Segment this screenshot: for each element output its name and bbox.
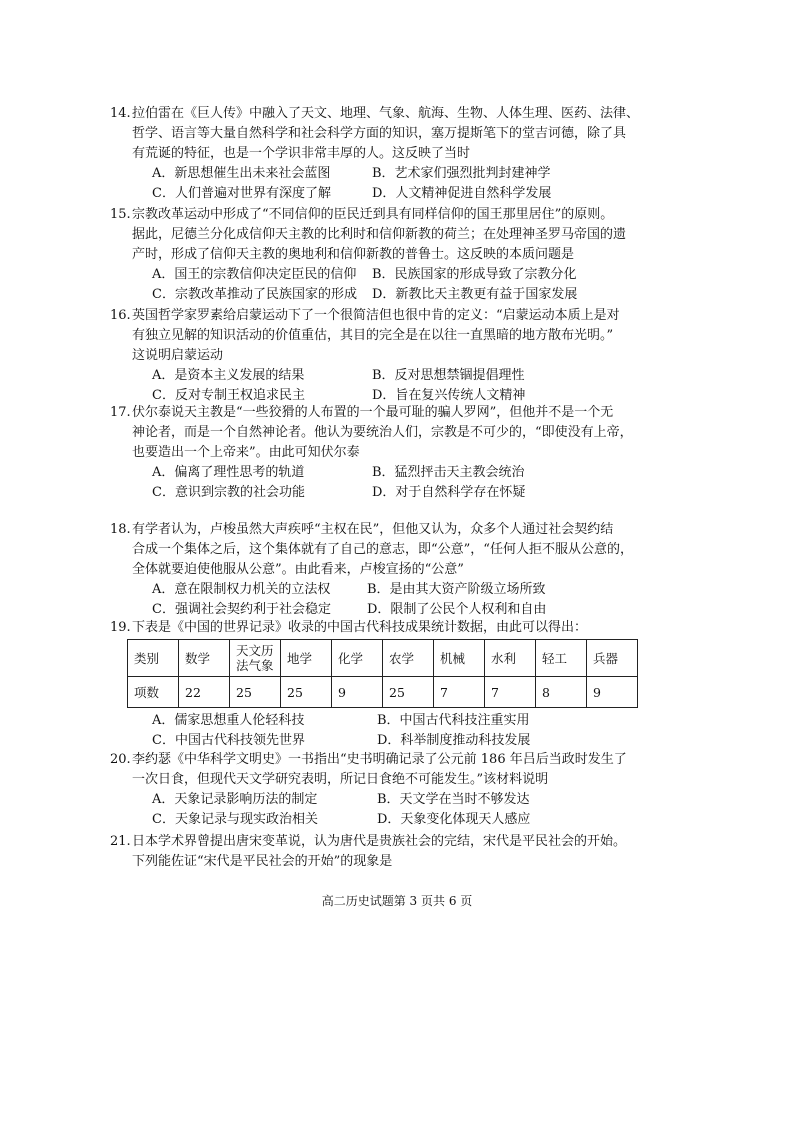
option-b: B．是由其大资产阶级立场所致 (367, 582, 546, 597)
option-c: C．意识到宗教的社会功能 (152, 485, 305, 500)
option-a: A．国王的宗教信仰决定臣民的信仰 (152, 267, 357, 282)
question-number: 20. (110, 752, 131, 767)
question-16 (110, 306, 692, 406)
table-cell: 8 (536, 677, 587, 708)
question-19 (110, 618, 692, 638)
question-17 (110, 403, 692, 503)
question-number: 17. (110, 405, 131, 420)
option-c: C．天象记录与现实政治相关 (152, 812, 318, 827)
option-b: B．艺术家们强烈批判封建神学 (372, 166, 551, 181)
question-text: 哲学、语言等大量自然科学和社会科学方面的知识，塞万提斯笔下的堂吉诃德，除了具 (132, 126, 627, 141)
question-number: 15. (110, 207, 131, 222)
question-text: 有荒诞的特征，也是一个学识非常丰厚的人。这反映了当时 (132, 146, 471, 161)
option-b: B．天文学在当时不够发达 (377, 792, 530, 807)
option-a: A．新思想催生出未来社会蓝图 (152, 166, 331, 181)
question-14 (110, 104, 692, 204)
table-cell: 项数 (128, 677, 179, 708)
question-text: 下列能佐证“宋代是平民社会的开始”的现象是 (132, 854, 393, 869)
option-a: A．是资本主义发展的结果 (152, 368, 305, 383)
question-text: 有独立见解的知识活动的价值重估，其目的完全是在以往一直黑暗的地方散布光明。” (132, 328, 614, 343)
table-header-cell: 类别 (128, 640, 179, 677)
option-c: C．强调社会契约利于社会稳定 (152, 602, 331, 617)
question-text: 宗教改革运动中形成了“不同信仰的臣民迁到具有同样信仰的国王那里居住”的原则。 (132, 207, 614, 222)
option-d: D．人文精神促进自然科学发展 (372, 186, 552, 201)
question-number: 19. (110, 620, 131, 635)
table-cell: 25 (230, 677, 281, 708)
option-c: C．人们普遍对世界有深度了解 (152, 186, 331, 201)
question-18 (110, 520, 692, 620)
question-21 (110, 832, 692, 872)
table-header-cell: 天文历法气象 (230, 640, 281, 677)
statistics-table (127, 639, 638, 708)
table-cell: 25 (281, 677, 332, 708)
question-text: 神论者，而是一个自然神论者。他认为要统治人们，宗教是不可少的，“即使没有上帝， (132, 425, 633, 440)
table-cell: 25 (383, 677, 434, 708)
table-header-cell: 地学 (281, 640, 332, 677)
question-text: 伏尔泰说天主教是“一些狡猾的人布置的一个最可耻的骗人罗网”，但他并不是一个无 (132, 405, 614, 420)
question-text: 拉伯雷在《巨人传》中融入了天文、地理、气象、航海、生物、人体生理、医药、法律、 (132, 106, 640, 121)
option-c: C．反对专制王权追求民主 (152, 388, 305, 403)
question-text: 合成一个集体之后，这个集体就有了自己的意志，即“公意”，“任何人拒不服从公意的， (132, 542, 633, 557)
table-header-cell: 农学 (383, 640, 434, 677)
question-text: 全体就要迫使他服从公意”。由此看来，卢梭宣扬的“公意” (132, 562, 464, 577)
question-19-options (132, 711, 692, 751)
table-header-cell: 兵器 (587, 640, 638, 677)
option-c: C．宗教改革推动了民族国家的形成 (152, 287, 357, 302)
question-text: 下表是《中国的世界记录》收录的中国古代科技成果统计数据，由此可以得出： (132, 620, 588, 635)
option-a: A．儒家思想重人伦轻科技 (152, 713, 305, 728)
question-20 (110, 750, 692, 830)
option-b: B．猛烈抨击天主教会统治 (372, 465, 525, 480)
question-text: 李约瑟《中华科学文明史》一书指出“史书明确记录了公元前 186 年吕后当政时发生了 (132, 752, 627, 767)
question-number: 16. (110, 308, 131, 323)
option-a: A．偏离了理性思考的轨道 (152, 465, 305, 480)
option-d: D．限制了公民个人权利和自由 (367, 602, 547, 617)
question-15 (110, 205, 692, 305)
question-text: 据此，尼德兰分化成信仰天主教的比利时和信仰新教的荷兰；在处理神圣罗马帝国的遗 (132, 227, 627, 242)
table-header-cell: 化学 (332, 640, 383, 677)
table-header-cell: 水利 (485, 640, 536, 677)
option-c: C．中国古代科技领先世界 (152, 733, 305, 748)
option-a: A．天象记录影响历法的制定 (152, 792, 318, 807)
table-cell: 7 (434, 677, 485, 708)
option-b: B．中国古代科技注重实用 (377, 713, 530, 728)
table-header-cell: 轻工 (536, 640, 587, 677)
table-cell: 7 (485, 677, 536, 708)
question-text: 这说明启蒙运动 (132, 348, 224, 363)
question-text: 日本学术界曾提出唐宋变革说，认为唐代是贵族社会的完结，宋代是平民社会的开始。 (132, 834, 627, 849)
table-header-cell: 数学 (179, 640, 230, 677)
option-d: D．科举制度推动科技发展 (377, 733, 531, 748)
table-cell: 9 (587, 677, 638, 708)
option-a: A．意在限制权力机关的立法权 (152, 582, 331, 597)
question-number: 14. (110, 106, 131, 121)
option-b: B．反对思想禁锢提倡理性 (372, 368, 525, 383)
table-cell: 9 (332, 677, 383, 708)
option-d: D．新教比天主教更有益于国家发展 (372, 287, 578, 302)
option-d: D．对于自然科学存在怀疑 (372, 485, 526, 500)
option-d: D．旨在复兴传统人文精神 (372, 388, 526, 403)
option-d: D．天象变化体现天人感应 (377, 812, 531, 827)
question-text: 产时，形成了信仰天主教的奥地利和信仰新教的普鲁士。这反映的本质问题是 (132, 247, 575, 262)
question-text: 一次日食，但现代天文学研究表明，所记日食绝不可能发生。”该材料说明 (132, 772, 549, 787)
question-text: 有学者认为，卢梭虽然大声疾呼“主权在民”，但他又认为，众多个人通过社会契约结 (132, 522, 614, 537)
page-footer: 高二历史试题第 3 页共 6 页 (321, 894, 473, 908)
question-number: 18. (110, 522, 131, 537)
option-b: B．民族国家的形成导致了宗教分化 (372, 267, 577, 282)
question-text: 也要造出一个上帝来”。由此可知伏尔泰 (132, 445, 360, 460)
table-cell: 22 (179, 677, 230, 708)
question-text: 英国哲学家罗素给启蒙运动下了一个很简洁但也很中肯的定义：“启蒙运动本质上是对 (132, 308, 620, 323)
table-header-cell: 机械 (434, 640, 485, 677)
question-number: 21. (110, 834, 131, 849)
